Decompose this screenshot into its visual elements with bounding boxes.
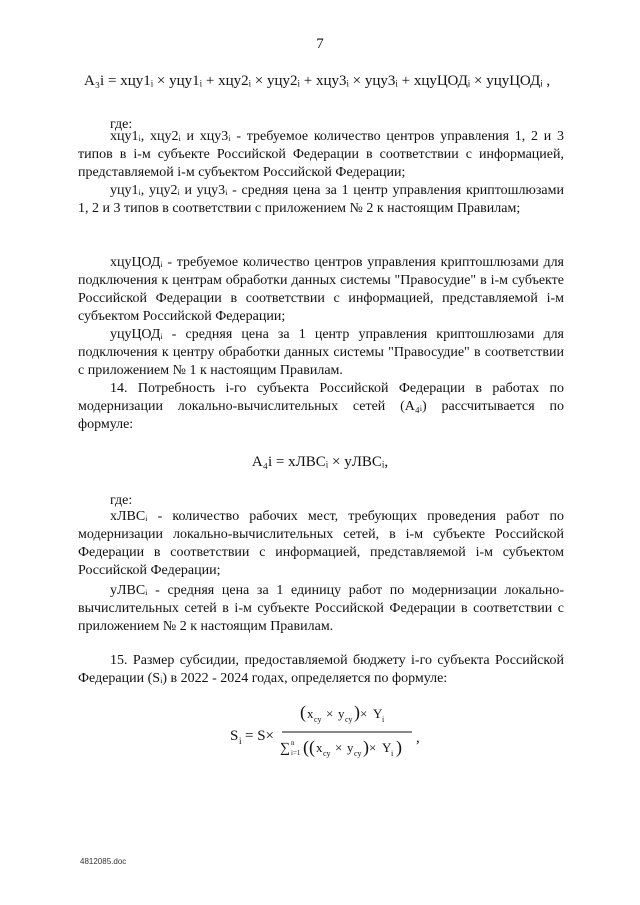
formula-den-paren-inner-close: ) [363, 737, 369, 757]
definition-xcucod: хцуЦОДᵢ - требуемое количество центров управления криптошлюзами для подключения к центрам обработки данных системы "Правосудие" в i-м субъекте Российской Федерации в соответствии с информацией, представляемой i-м субъектом Российской Федерации; [78, 255, 564, 324]
formula-num-x-sub: cy [314, 715, 322, 724]
formula-den-x-sub: cy [323, 749, 331, 758]
formula-paren-close: ) [354, 702, 360, 722]
formula-den-Y-sub: i [391, 749, 394, 758]
where-label-1: где: [110, 117, 133, 132]
formula-num-x: x [307, 706, 314, 721]
definition-xlvs: xЛВСᵢ - количество рабочих мест, требующих проведения работ по модернизации локально-вычислительных сетей, в i-м субъекте Российской Федерации в соответствии с информацией, представляемой i-м субъектом Российской Федерации; [78, 509, 564, 578]
formula-a3: A₃i = xцy1ᵢ × yцy1ᵢ + xцy2ᵢ × yцy2ᵢ + xцy3ᵢ × yцy3ᵢ + xцyЦОДᵢ × yцyЦОДᵢ , [84, 73, 551, 89]
formula-s-lhs: S [230, 728, 239, 744]
definition-xcu: хцу1ᵢ, хцу2ᵢ и хцу3ᵢ - требуемое количество центров управления 1, 2 и 3 типов в i-м субъекте Российской Федерации в соответствии с информацией, представляемой i-м субъектом Российской Федерации; [78, 129, 564, 180]
formula-sum: ∑ [280, 741, 290, 756]
item-14: 14. Потребность i-го субъекта Российской Федерации в работах по модернизации локально-вычислительных сетей (A₄ᵢ) рассчитывается по формуле: [78, 381, 564, 432]
formula-den-Y: Y [382, 740, 392, 755]
formula-num-times1: × [326, 706, 334, 721]
formula-s-eq: = S× [245, 728, 275, 744]
formula-paren-open: ( [300, 702, 306, 722]
formula-den-y: y [347, 740, 354, 755]
page-number: 7 [316, 36, 324, 52]
formula-sum-sub: i=1 [291, 749, 301, 757]
formula-den-paren-outer-close: ) [396, 737, 402, 757]
formula-num-times2: × [360, 706, 368, 721]
definition-ycucod: уцуЦОДᵢ - средняя цена за 1 центр управления криптошлюзами для подключения к центру обработки данных системы "Правосудие" в соответствии с приложением № 1 к настоящим Правилам. [78, 327, 564, 378]
formula-den-paren-inner-open: ( [309, 737, 315, 757]
where-label-2: где: [110, 493, 133, 508]
formula-den-times2: × [369, 740, 377, 755]
formula-num-y-sub: cy [345, 715, 353, 724]
formula-den-x: x [316, 740, 323, 755]
formula-s-lhs-sub: i [239, 736, 242, 746]
footer-doc-code: 4812085.doc [80, 857, 127, 866]
item-15: 15. Размер субсидии, предоставляемой бюджету i-го субъекта Российской Федерации (Sᵢ) в 2022 - 2024 годах, определяется по формуле: [78, 653, 564, 686]
formula-num-y: y [338, 706, 345, 721]
formula-sum-sup: n [291, 739, 295, 747]
formula-num-Y: Y [373, 706, 383, 721]
formula-a4: A₄i = xЛВСᵢ × yЛВСᵢ, [251, 454, 389, 470]
formula-subsidy [230, 698, 440, 768]
formula-den-y-sub: cy [354, 749, 362, 758]
formula-num-Y-sub: i [382, 715, 385, 724]
formula-den-paren-outer-open: ( [303, 737, 309, 757]
definition-ycu: уцу1ᵢ, уцу2ᵢ и уцу3ᵢ - средняя цена за 1 центр управления криптошлюзами 1, 2 и 3 типов в соответствии с приложением № 2 к настоящим Правилам; [78, 183, 564, 216]
definition-ylvs: yЛВСᵢ - средняя цена за 1 единицу работ по модернизации локально-вычислительных сетей в i-м субъекте Российской Федерации в соответствии с приложением № 2 к настоящим Правилам. [78, 583, 564, 634]
formula-den-times1: × [335, 740, 343, 755]
formula-s-tail: , [416, 730, 420, 746]
